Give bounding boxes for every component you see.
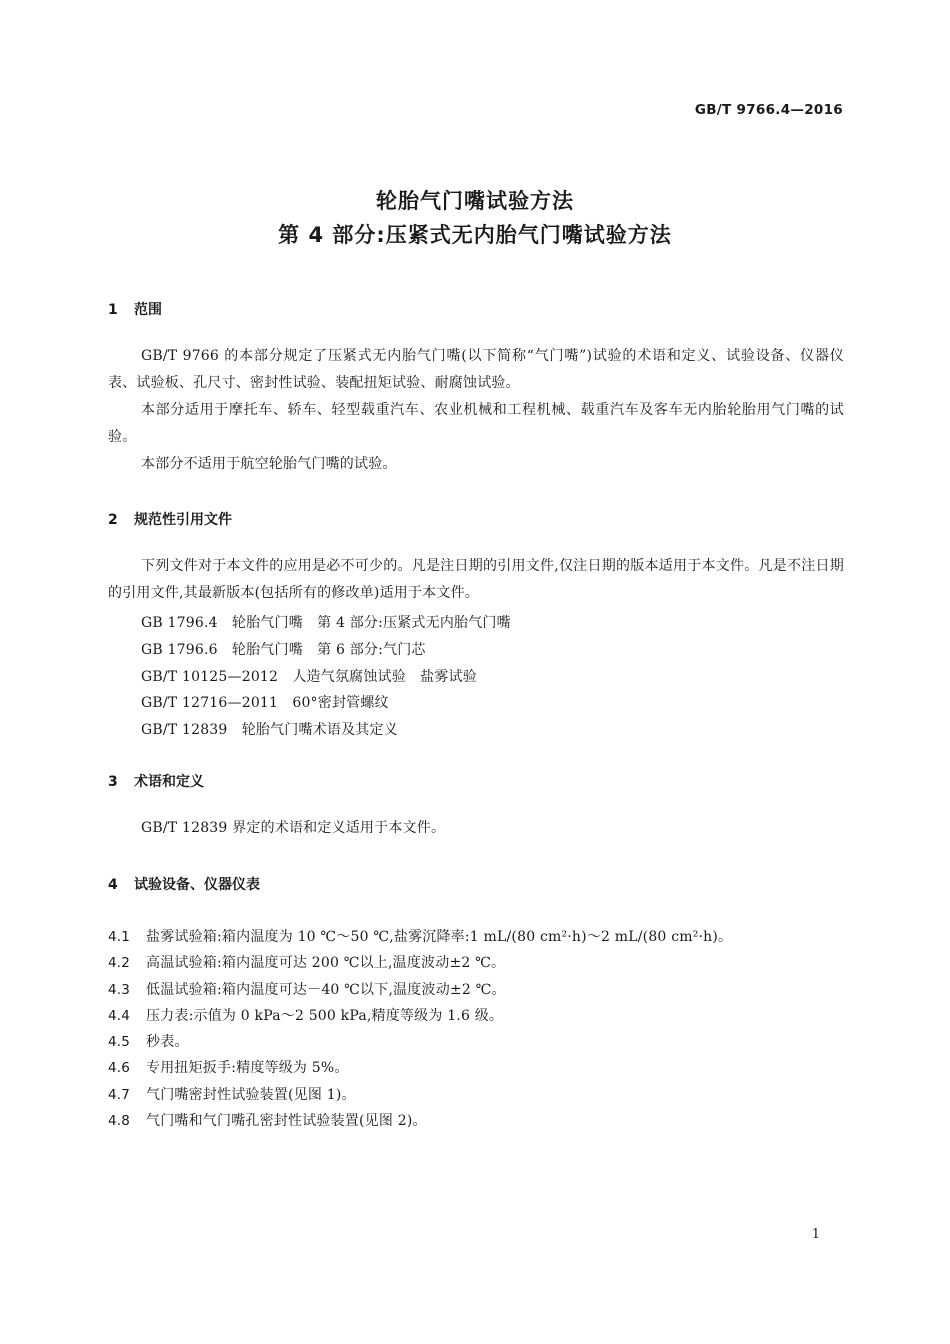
document-title: 轮胎气门嘴试验方法 — [376, 189, 574, 213]
clause-text: 压力表:示值为 0 kPa～2 500 kPa,精度等级为 1.6 级。 — [146, 1008, 504, 1024]
clause-item — [108, 1031, 189, 1051]
scope-paragraph-2: 本部分适用于摩托车、轿车、轻型载重汽车、农业机械和工程机械、载重汽车及客车无内胎轮胎用气门嘴的试验。 — [108, 402, 844, 445]
clause-item — [108, 1084, 356, 1104]
section-title: 规范性引用文件 — [134, 512, 232, 528]
section-number: 4 — [108, 877, 118, 893]
section-number: 3 — [108, 774, 118, 790]
section-heading-equipment — [108, 874, 260, 894]
reference-item: GB/T 12839 轮胎气门嘴术语及其定义 — [141, 722, 398, 738]
clause-number: 4.1 — [108, 929, 131, 945]
standard-number: GB/T 9766.4—2016 — [694, 102, 843, 118]
clause-item — [108, 1005, 503, 1025]
terms-paragraph: GB/T 12839 界定的术语和定义适用于本文件。 — [141, 820, 446, 836]
page-number: 1 — [811, 1227, 820, 1242]
clause-text: 高温试验箱:箱内温度可达 200 ℃以上,温度波动±2 ℃。 — [146, 955, 506, 971]
reference-item: GB/T 10125—2012 人造气氛腐蚀试验 盐雾试验 — [141, 669, 477, 685]
reference-item: GB/T 12716—2011 60°密封管螺纹 — [141, 695, 389, 711]
clause-number: 4.4 — [108, 1008, 131, 1024]
clause-text: 专用扭矩扳手:精度等级为 5%。 — [146, 1060, 349, 1076]
section-number: 2 — [108, 512, 118, 528]
section-heading-scope — [108, 299, 162, 319]
clause-item — [108, 952, 505, 972]
document-subtitle: 第 4 部分:压紧式无内胎气门嘴试验方法 — [278, 223, 672, 247]
clause-number: 4.2 — [108, 955, 131, 971]
reference-item: GB 1796.4 轮胎气门嘴 第 4 部分:压紧式无内胎气门嘴 — [141, 615, 511, 631]
clause-item — [108, 926, 732, 946]
scope-paragraph-1: GB/T 9766 的本部分规定了压紧式无内胎气门嘴(以下简称“气门嘴”)试验的术语和定义、试验设备、仪器仪表、试验板、孔尺寸、密封性试验、装配扭矩试验、耐腐蚀试验。 — [108, 348, 844, 391]
clause-number: 4.8 — [108, 1113, 131, 1129]
clause-number: 4.5 — [108, 1034, 131, 1050]
clause-text: 气门嘴密封性试验装置(见图 1)。 — [146, 1087, 356, 1103]
section-heading-normative-references — [108, 509, 232, 529]
clause-number: 4.7 — [108, 1087, 131, 1103]
references-paragraph: 下列文件对于本文件的应用是必不可少的。凡是注日期的引用文件,仅注日期的版本适用于本文件。凡是不注日期的引用文件,其最新版本(包括所有的修改单)适用于本文件。 — [108, 558, 844, 601]
section-title: 范围 — [134, 302, 162, 318]
section-heading-terms — [108, 771, 204, 791]
clause-number: 4.3 — [108, 982, 131, 998]
clause-text: 低温试验箱:箱内温度可达－40 ℃以下,温度波动±2 ℃。 — [146, 982, 506, 998]
clause-item — [108, 979, 506, 999]
section-title: 术语和定义 — [134, 774, 204, 790]
section-title: 试验设备、仪器仪表 — [134, 877, 260, 893]
clause-text: 气门嘴和气门嘴孔密封性试验装置(见图 2)。 — [146, 1113, 427, 1129]
clause-number: 4.6 — [108, 1060, 131, 1076]
clause-item — [108, 1110, 427, 1130]
clause-text: 盐雾试验箱:箱内温度为 10 ℃～50 ℃,盐雾沉降率:1 mL/(80 cm²·h)～2 mL/(80 cm²·h)。 — [146, 929, 733, 945]
section-number: 1 — [108, 302, 118, 318]
clause-item — [108, 1057, 349, 1077]
scope-paragraph-3: 本部分不适用于航空轮胎气门嘴的试验。 — [141, 456, 397, 472]
reference-item: GB 1796.6 轮胎气门嘴 第 6 部分:气门芯 — [141, 642, 426, 658]
clause-text: 秒表。 — [146, 1034, 189, 1050]
